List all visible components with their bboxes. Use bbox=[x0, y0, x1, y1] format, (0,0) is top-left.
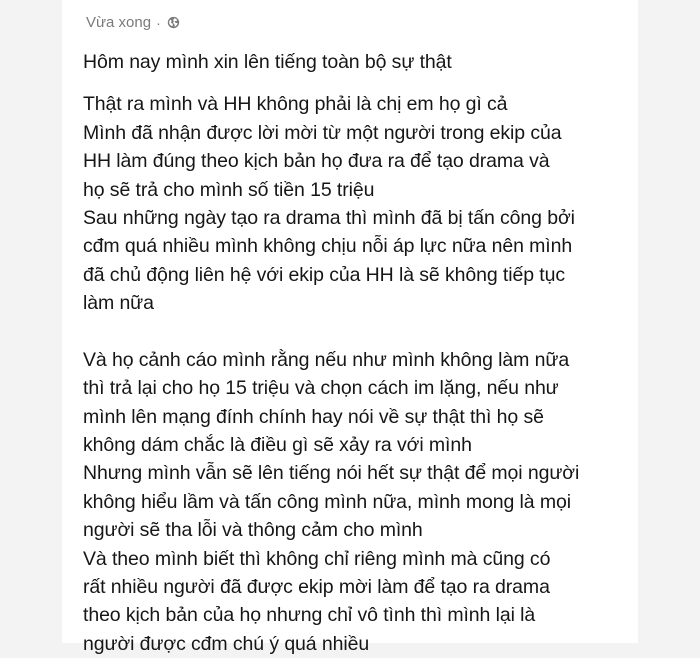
post-line: HH làm đúng theo kịch bản họ đưa ra để tạo drama và bbox=[83, 150, 550, 173]
post-line: rất nhiều người đã được ekip mời làm để tạo ra drama bbox=[83, 576, 550, 599]
post-line: làm nữa bbox=[83, 292, 154, 315]
post-line: đã chủ động liên hệ với ekip của HH là sẽ không tiếp tục bbox=[83, 263, 565, 286]
post-line: Mình đã nhận được lời mời từ một người trong ekip của bbox=[83, 121, 562, 144]
post-line: không hiểu lầm và tấn công mình nữa, mình mong là mọi bbox=[83, 490, 571, 513]
post-line: mình lên mạng đính chính hay nói về sự thật thì họ sẽ bbox=[83, 405, 544, 428]
post-line: cđm quá nhiều mình không chịu nỗi áp lực nữa nên mình bbox=[83, 235, 573, 258]
post-header bbox=[86, 14, 180, 31]
paragraph-spacer bbox=[83, 318, 638, 346]
post-line: người sẽ tha lỗi và thông cảm cho mình bbox=[83, 519, 423, 542]
post-line: theo kịch bản của họ nhưng chỉ vô tình thì mình lại là bbox=[83, 604, 536, 627]
globe-icon[interactable] bbox=[167, 16, 180, 29]
post-line: Sau những ngày tạo ra drama thì mình đã bị tấn công bởi bbox=[83, 206, 575, 229]
post-line: Và theo mình biết thì không chỉ riêng mình mà cũng có bbox=[83, 547, 551, 570]
post-line: người được cđm chú ý quá nhiều bbox=[83, 632, 370, 655]
post-line: không dám chắc là điều gì sẽ xảy ra với mình bbox=[83, 434, 472, 457]
post-line: họ sẽ trả cho mình số tiền 15 triệu bbox=[83, 178, 375, 201]
post-timestamp[interactable]: Vừa xong bbox=[86, 14, 152, 31]
post-line: Và họ cảnh cáo mình rằng nếu như mình không làm nữa bbox=[83, 348, 570, 371]
post-line: Nhưng mình vẫn sẽ lên tiếng nói hết sự thật để mọi người bbox=[83, 462, 580, 485]
post-line: Thật ra mình và HH không phải là chị em họ gì cả bbox=[83, 93, 508, 116]
meta-separator: · bbox=[156, 14, 161, 31]
post-line: Hôm nay mình xin lên tiếng toàn bộ sự thật bbox=[83, 51, 452, 73]
post-line: thì trả lại cho họ 15 triệu và chọn cách im lặng, nếu như bbox=[83, 377, 559, 400]
post-text bbox=[83, 48, 638, 658]
